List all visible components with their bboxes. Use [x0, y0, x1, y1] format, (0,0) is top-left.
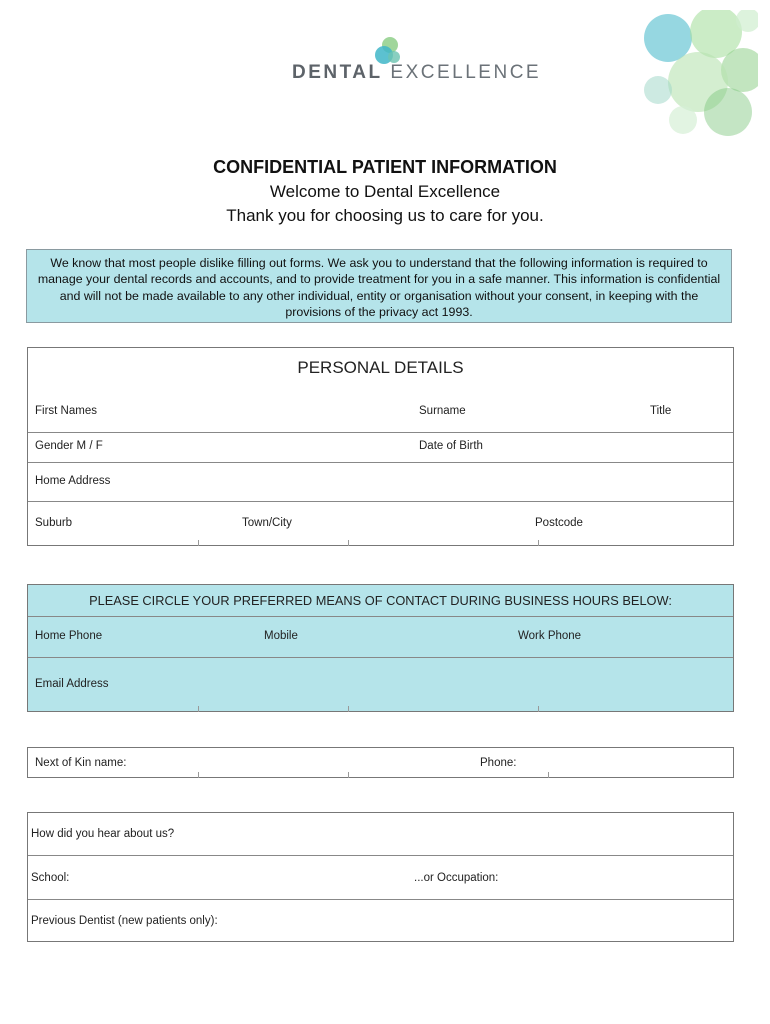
welcome-text: Welcome to Dental Excellence: [269, 182, 501, 201]
divider: [28, 855, 733, 856]
town-city-field[interactable]: Town/City: [242, 517, 292, 529]
divider: [28, 501, 733, 502]
next-of-kin-section: [27, 747, 734, 778]
logo-light-text: EXCELLENCE: [390, 62, 542, 83]
previous-dentist-field[interactable]: Previous Dentist (new patients only):: [31, 915, 218, 927]
logo-wordmark: [292, 62, 541, 84]
first-names-field[interactable]: First Names: [35, 405, 97, 417]
divider: [28, 657, 733, 658]
divider: [28, 616, 733, 617]
home-address-field[interactable]: Home Address: [35, 475, 111, 487]
logo-bold-text: DENTAL: [292, 62, 383, 83]
mobile-field[interactable]: Mobile: [264, 630, 298, 642]
divider: [198, 772, 199, 778]
divider: [28, 462, 733, 463]
next-of-kin-name-field[interactable]: Next of Kin name:: [35, 757, 127, 769]
personal-details-section: [27, 347, 734, 546]
intro-notice: We know that most people dislike filling out forms. We ask you to understand that the following information is required to manage your dental records and accounts, and to provide treatment for you in a safe manner. This information is confidential and will not be made available to any other individual, entity or organisation without your consent, in keeping with the provisions of the privacy act 1993.: [26, 249, 732, 323]
logo: [290, 36, 560, 96]
contact-preferences-section: [27, 584, 734, 712]
divider: [198, 540, 199, 546]
thanks-text: Thank you for choosing us to care for you.: [226, 206, 544, 225]
title-field[interactable]: Title: [650, 405, 672, 417]
decorative-bubbles-icon: [628, 10, 758, 138]
contact-preferences-title: PLEASE CIRCLE YOUR PREFERRED MEANS OF CONTACT DURING BUSINESS HOURS BELOW:: [89, 593, 672, 608]
work-phone-field[interactable]: Work Phone: [518, 630, 582, 642]
postcode-field[interactable]: Postcode: [535, 517, 583, 529]
email-address-field[interactable]: Email Address: [35, 678, 109, 690]
divider: [198, 706, 199, 712]
how-did-you-hear-field[interactable]: How did you hear about us?: [31, 828, 175, 840]
divider: [348, 706, 349, 712]
referral-section: [27, 812, 734, 942]
surname-field[interactable]: Surname: [419, 405, 466, 417]
date-of-birth-field[interactable]: Date of Birth: [419, 440, 483, 452]
suburb-field[interactable]: Suburb: [35, 517, 73, 529]
school-field[interactable]: School:: [31, 872, 70, 884]
personal-details-title: PERSONAL DETAILS: [297, 358, 464, 377]
occupation-field[interactable]: ...or Occupation:: [414, 872, 499, 884]
gender-field[interactable]: Gender M / F: [35, 440, 103, 452]
divider: [538, 540, 539, 546]
divider: [28, 899, 733, 900]
divider: [548, 772, 549, 778]
divider: [348, 772, 349, 778]
divider: [538, 706, 539, 712]
divider: [28, 432, 733, 433]
divider: [348, 540, 349, 546]
next-of-kin-phone-field[interactable]: Phone:: [480, 757, 517, 769]
page-title: CONFIDENTIAL PATIENT INFORMATION: [213, 157, 557, 177]
home-phone-field[interactable]: Home Phone: [35, 630, 103, 642]
